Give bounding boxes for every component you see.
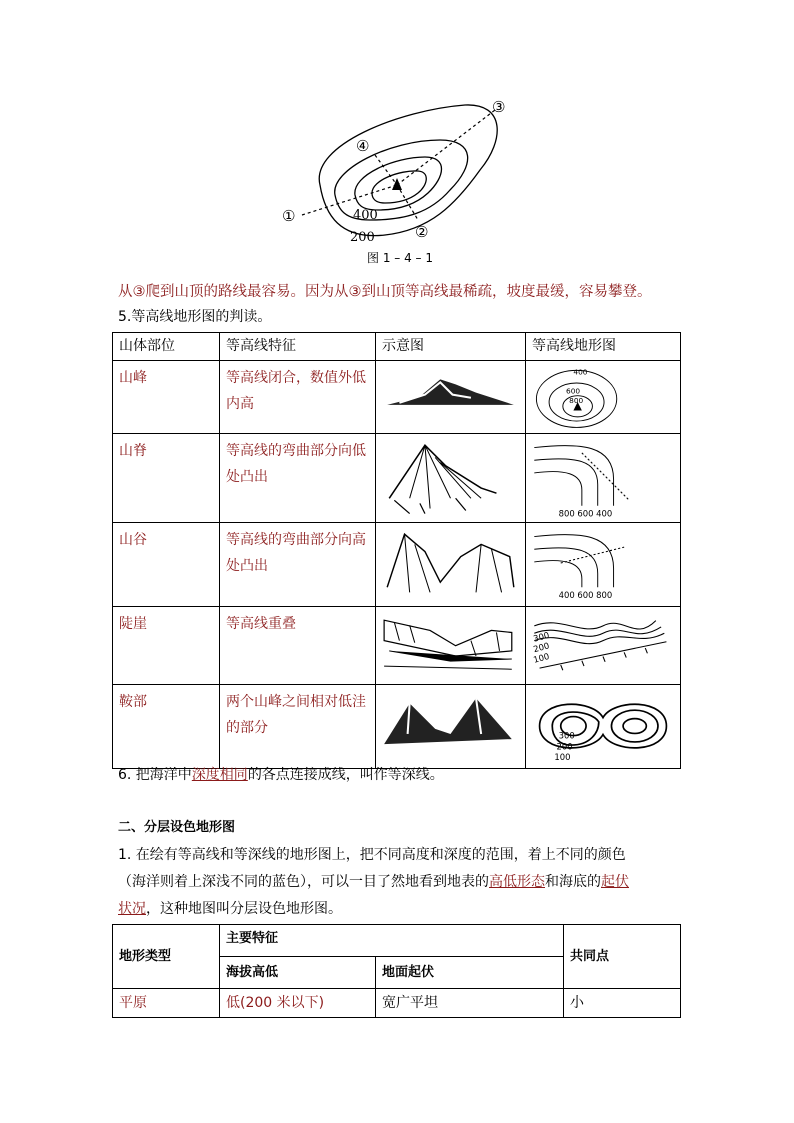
part-cell: 山谷 — [113, 523, 220, 606]
svg-text:300: 300 — [532, 629, 551, 644]
svg-text:400: 400 — [573, 367, 588, 377]
svg-text:600: 600 — [566, 386, 581, 396]
feature-cell: 等高线的弯曲部分向高处凸出 — [220, 523, 376, 606]
svg-text:800 600 400: 800 600 400 — [558, 508, 613, 519]
layered-color-table — [112, 924, 681, 1018]
part-cell: 山脊 — [113, 434, 220, 523]
item6-highlight: 深度相同 — [191, 767, 248, 783]
header-main-features: 主要特征 — [220, 925, 564, 957]
table-row — [113, 989, 681, 1018]
sketch-cell — [376, 523, 526, 606]
relief-cell: 宽广平坦 — [376, 989, 564, 1018]
para1-text: （海洋则着上深浅不同的蓝色），可以一目了然地看到地表的 — [118, 874, 489, 890]
label-200: 200 — [350, 230, 375, 245]
table-row — [113, 434, 681, 523]
contour-cell — [526, 523, 681, 606]
header-feature: 等高线特征 — [220, 333, 376, 361]
header-type: 地形类型 — [113, 925, 220, 989]
part-cell: 陡崖 — [113, 606, 220, 685]
item6-prefix: 6. 把海洋中 — [118, 767, 192, 783]
highlight-relief-form: 高低形态 — [489, 874, 545, 890]
para1 — [118, 842, 683, 923]
feature-cell: 等高线重叠 — [220, 606, 376, 685]
valley-sketch-image — [379, 526, 522, 600]
para1-line2 — [118, 869, 683, 896]
sketch-cell — [376, 361, 526, 434]
header-relief: 地面起伏 — [376, 957, 564, 989]
para1-text: ，这种地图叫分层设色地形图。 — [146, 901, 342, 917]
figure-caption: 图 1 – 4 – 1 — [367, 251, 433, 265]
para1-text: 和海底的 — [545, 874, 601, 890]
table-row — [113, 685, 681, 768]
cliff-sketch-image — [379, 610, 522, 679]
answer-line: 从③爬到山顶的路线最容易。因为从③到山顶等高线最稀疏，坡度最缓，容易攀登。 — [118, 284, 652, 300]
svg-text:200: 200 — [532, 639, 551, 654]
table-header-row — [113, 333, 681, 361]
svg-text:200: 200 — [556, 741, 573, 752]
ridge-contour-image — [529, 437, 677, 519]
contour-cell — [526, 606, 681, 685]
section5-title: 5.等高线地形图的判读。 — [118, 309, 272, 325]
svg-text:100: 100 — [554, 752, 571, 763]
header-common: 共同点 — [564, 925, 681, 989]
label-4: ④ — [356, 137, 370, 155]
highlight-undulation: 起伏 — [601, 874, 629, 890]
header-altitude: 海拔高低 — [220, 957, 376, 989]
part-cell: 山峰 — [113, 361, 220, 434]
valley-contour-image — [529, 526, 677, 602]
contour-cell — [526, 434, 681, 523]
para1-line1: 1. 在绘有等高线和等深线的地形图上，把不同高度和深度的范围，着上不同的颜色 — [118, 847, 626, 863]
para1-line3 — [118, 896, 683, 923]
label-3: ③ — [492, 98, 506, 116]
cliff-contour-image — [529, 610, 677, 682]
saddle-sketch-image — [379, 688, 522, 762]
header-part: 山体部位 — [113, 333, 220, 361]
section2-title: 二、分层设色地形图 — [118, 820, 236, 835]
sketch-cell — [376, 606, 526, 685]
altitude-cell: 低(200 米以下) — [220, 989, 376, 1018]
header-contour: 等高线地形图 — [526, 333, 681, 361]
feature-cell: 两个山峰之间相对低洼的部分 — [220, 685, 376, 768]
table-row — [113, 361, 681, 434]
svg-text:800: 800 — [569, 396, 584, 406]
svg-text:300: 300 — [558, 731, 575, 742]
peak-sketch-image — [379, 364, 522, 425]
item6-suffix: 的各点连接成线，叫作等深线。 — [247, 767, 444, 783]
highlight-condition: 状况 — [118, 901, 146, 917]
table-row — [113, 523, 681, 606]
label-2: ② — [415, 223, 429, 241]
feature-cell: 等高线的弯曲部分向低处凸出 — [220, 434, 376, 523]
contour-cell — [526, 361, 681, 434]
contour-figure — [280, 95, 520, 245]
common-cell: 小 — [564, 989, 681, 1018]
item6 — [118, 764, 444, 784]
table-row — [113, 606, 681, 685]
contour-reading-table — [112, 332, 681, 769]
svg-text:100: 100 — [532, 650, 551, 665]
part-cell: 鞍部 — [113, 685, 220, 768]
sketch-cell — [376, 434, 526, 523]
label-1: ① — [282, 207, 296, 225]
contour-cell — [526, 685, 681, 768]
ridge-sketch-image — [379, 437, 522, 517]
header-sketch: 示意图 — [376, 333, 526, 361]
peak-contour-image — [529, 364, 677, 430]
feature-cell: 等高线闭合，数值外低内高 — [220, 361, 376, 434]
type-cell: 平原 — [113, 989, 220, 1018]
sketch-cell — [376, 685, 526, 768]
svg-text:400 600 800: 400 600 800 — [558, 590, 613, 601]
label-400: 400 — [353, 208, 378, 223]
contour-map-drawing — [280, 95, 520, 245]
saddle-contour-image — [529, 688, 677, 764]
